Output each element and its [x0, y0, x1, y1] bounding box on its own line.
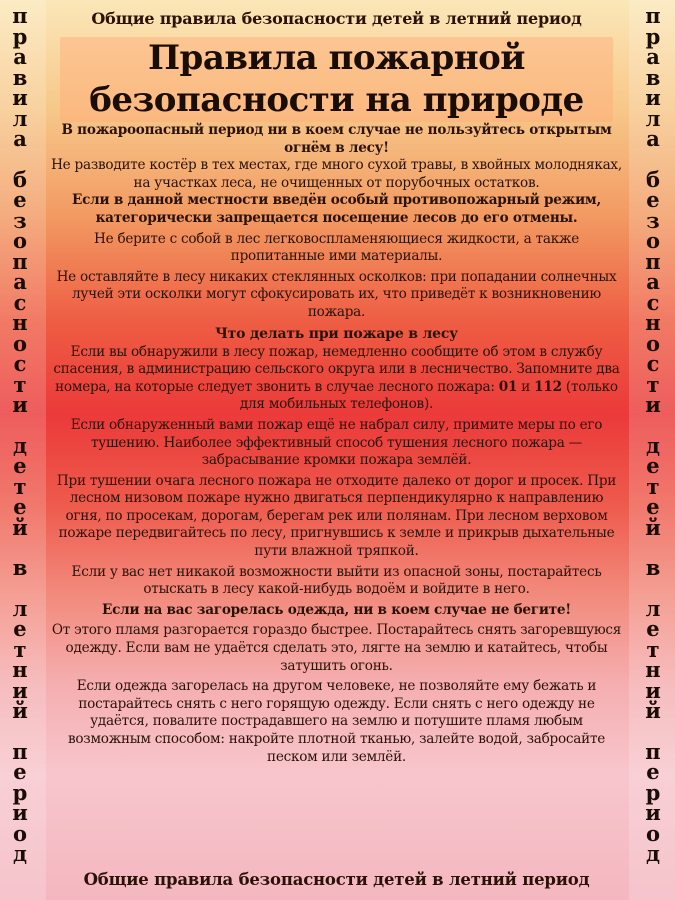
vertical-letter: е [646, 494, 660, 519]
vertical-letter: с [13, 289, 27, 315]
vertical-letter: и [12, 85, 28, 110]
vertical-word [12, 595, 28, 723]
vertical-letter: р [12, 23, 28, 49]
vertical-letter: б [645, 166, 660, 192]
vertical-letter: й [645, 698, 661, 723]
vertical-letter: и [645, 85, 661, 110]
vertical-letter: с [13, 351, 27, 376]
vertical-letter: н [12, 657, 28, 682]
phone-number-01: 01 [498, 378, 518, 395]
vertical-letter: е [13, 759, 27, 784]
vertical-letter: т [646, 371, 660, 397]
vertical-letter: й [645, 514, 661, 540]
paragraph-clothes-action: От этого пламя разгорается гораздо быстрее. Постарайтесь снять загоревшуюся одежду. Если вам не удаётся сделать это, лягте на землю и катайтесь, чтобы затушить огонь. [51, 622, 622, 674]
vertical-letter: о [12, 820, 27, 846]
vertical-letter: в [12, 555, 28, 580]
vertical-letter: л [645, 105, 661, 131]
vertical-letter: р [12, 779, 28, 805]
paragraph-fire-regime: Если в данной местности введён особый противопожарный режим, категорически запрещается посещение лесов до его отмены. [72, 192, 601, 226]
vertical-letter: т [646, 636, 660, 662]
paragraph-movement: При тушении очага лесного пожара не отходите далеко от дорог и просек. При лесном низовом пожаре нужно двигаться перпендикулярно к направлению огня, по просекам, дорогам, берегам рек или полянам. При лесном верховом пожаре передвигайтесь по лесу, пригнувшись к земле и прикрыв дыхательные пути влажной тряпкой. [56, 472, 617, 560]
main-title-line-1: Правила пожарной [147, 38, 526, 78]
vertical-letter: л [645, 595, 661, 621]
vertical-letter: л [12, 105, 28, 131]
vertical-letter: и [12, 392, 28, 417]
report-fire-text: Если вы обнаружили в лесу пожар, немедленно сообщите об этом в службу спасения, в администрацию сельского округа или в лесничество. Запомните два номера, на которые следует звонить в случае лесного пожара: [53, 343, 620, 395]
vertical-letter: а [13, 126, 27, 151]
vertical-letter: й [12, 514, 28, 540]
vertical-letter: р [645, 779, 661, 805]
vertical-letter: а [646, 126, 660, 151]
vertical-letter: д [12, 841, 27, 866]
right-vertical-caption [635, 3, 671, 885]
vertical-letter: д [645, 432, 660, 458]
vertical-word [645, 432, 661, 540]
vertical-letter: е [646, 453, 660, 478]
vertical-letter: в [645, 64, 661, 90]
vertical-letter: е [13, 453, 27, 478]
vertical-letter: и [645, 800, 661, 825]
vertical-word [645, 166, 661, 417]
paragraph-flammables: Не берите с собой в лес легковоспламеняющиеся жидкости, а также пропитанные ими материалы. [93, 230, 580, 265]
vertical-letter: а [13, 44, 27, 69]
top-title: Общие правила безопасности детей в летний период [91, 9, 582, 28]
phone-number-112: 112 [534, 378, 562, 395]
vertical-letter: н [12, 310, 28, 335]
vertical-letter: е [646, 759, 660, 784]
paragraph-report-fire [48, 344, 625, 414]
vertical-word [12, 555, 28, 580]
paragraph-glass: Не оставляйте в лесу никаких стеклянных осколков: при попадании солнечных лучей эти осколки могут сфокусировать их, что приведёт к возникновению пожара. [56, 268, 617, 320]
section-heading: Что делать при пожаре в лесу [215, 325, 458, 342]
and-word: и [521, 378, 531, 395]
bottom-title: Общие правила безопасности детей в летний период [83, 870, 590, 889]
vertical-letter: д [12, 432, 27, 458]
vertical-letter: е [13, 187, 27, 212]
paragraph-other-person: Если одежда загорелась на другом человеке, не позволяйте ему бежать и постарайтесь снять с него горящую одежду. Если снять с него одежду не удаётся, повалите пострадавшего на землю и потушите пламя любым возможным способом: накройте плотной тканью, залейте водой, забросайте песком или землёй. [67, 678, 606, 765]
vertical-letter: д [645, 841, 660, 866]
vertical-letter: о [12, 228, 27, 253]
vertical-letter: о [645, 330, 660, 356]
vertical-letter: т [13, 473, 27, 499]
vertical-letter: н [645, 310, 661, 335]
paragraph-water: Если у вас нет никакой возможности выйти из опасной зоны, постарайтесь отыскать в лесу какой-нибудь водоём и войдите в него. [71, 563, 602, 598]
vertical-letter: п [12, 3, 28, 28]
vertical-letter: п [12, 738, 28, 764]
vertical-letter: п [645, 738, 661, 764]
paragraph-campfire: Не разводите костёр в тех местах, где много сухой травы, в хвойных молодняках, на участках леса, не очищенных от порубочных остатков. [51, 157, 622, 191]
vertical-letter: е [13, 616, 27, 641]
vertical-letter: е [13, 494, 27, 519]
paragraph-clothes-warning: Если на вас загорелась одежда, ни в коем случае не бегите! [101, 601, 571, 618]
vertical-letter: н [645, 657, 661, 682]
vertical-word [645, 595, 661, 723]
warning-paragraph: В пожароопасный период ни в коем случае не пользуйтесь открытым огнём в лесу! [61, 122, 612, 156]
vertical-letter: с [646, 289, 660, 315]
vertical-word [12, 738, 28, 866]
vertical-letter: т [13, 636, 27, 662]
vertical-letter: т [13, 371, 27, 397]
vertical-letter: е [646, 616, 660, 641]
vertical-letter: о [645, 228, 660, 253]
vertical-word [645, 3, 661, 151]
vertical-letter: и [12, 677, 28, 703]
vertical-letter: в [645, 555, 661, 580]
vertical-letter: в [12, 64, 28, 90]
vertical-word [12, 3, 28, 151]
vertical-word [12, 166, 28, 417]
paragraph-extinguish: Если обнаруженный вами пожар ещё не набрал силу, примите меры по его тушению. Наиболее эффективный способ тушения лесного пожара — забрасывание кромки пожара землёй. [70, 416, 603, 469]
vertical-letter: й [12, 698, 28, 723]
poster-content [48, 0, 625, 766]
vertical-letter: и [12, 800, 28, 825]
vertical-letter: п [645, 3, 661, 28]
vertical-letter: з [646, 207, 660, 233]
vertical-letter: р [645, 23, 661, 49]
vertical-letter: е [646, 187, 660, 212]
vertical-letter: и [645, 677, 661, 703]
main-title-box [60, 37, 613, 122]
vertical-letter: п [645, 248, 661, 274]
vertical-word [645, 555, 661, 580]
vertical-letter: б [12, 166, 27, 192]
vertical-letter: а [13, 269, 27, 294]
vertical-letter: о [12, 330, 27, 356]
vertical-word [12, 432, 28, 540]
vertical-letter: о [645, 820, 660, 846]
left-vertical-caption [2, 3, 38, 885]
vertical-letter: з [13, 207, 27, 233]
vertical-word [645, 738, 661, 866]
mobile-note: (только для мобильных телефонов). [239, 378, 618, 413]
main-title-line-2: безопасности на природе [89, 80, 584, 120]
vertical-letter: и [645, 392, 661, 417]
vertical-letter: п [12, 248, 28, 274]
vertical-letter: а [646, 269, 660, 294]
vertical-letter: т [646, 473, 660, 499]
vertical-letter: а [646, 44, 660, 69]
vertical-letter: л [12, 595, 28, 621]
vertical-letter: с [646, 351, 660, 376]
